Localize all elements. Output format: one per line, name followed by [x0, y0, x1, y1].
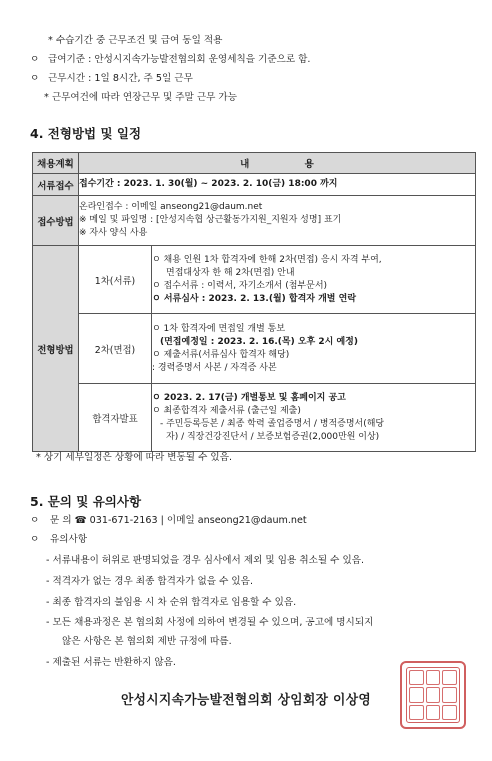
contact-mark: ㅇ [30, 515, 40, 526]
salary-basis: 급여기준 : 안성시지속가능발전협의회 운영세칙을 기준으로 함. [48, 54, 311, 65]
round2-line1: ㅇ 1차 합격자에 면접일 개별 통보 [152, 323, 286, 334]
notice-item-4b: 않은 사항은 본 협의회 제반 규정에 따름. [62, 636, 232, 647]
notice-title: 유의사항 [50, 534, 88, 545]
method-filename: ※ 메일 및 파일명 : [안성지속협 상근활동가지원_지원자 성명] 표기 [79, 215, 342, 225]
round1-line2: ㅇ 접수서류 : 이력서, 자기소개서 (첨부문서) [152, 280, 328, 291]
label-method: 접수방법 [33, 196, 79, 246]
round2-line4: : 경력증명서 사본 / 자격증 사본 [152, 362, 277, 373]
method-online: 온라인접수 : 이메일 anseong21@daum.net [79, 202, 263, 212]
round1-line1: ㅇ 채용 인원 1차 합격자에 한해 2차(면접) 응시 자격 부여, [152, 254, 382, 265]
notice-mark: ㅇ [30, 534, 40, 545]
section-5-title: 5. 문의 및 유의사항 [30, 494, 142, 509]
final-line1: ㅇ 2023. 2. 17(금) 개별통보 및 홈페이지 공고 [152, 392, 346, 403]
probation-note: * 수습기간 중 근무조건 및 급여 동일 적용 [48, 35, 223, 46]
label-selection: 전형방법 [33, 246, 79, 452]
table-header-row [33, 153, 476, 174]
table-row-round1 [33, 246, 476, 314]
final-line2: ㅇ 최종합격자 제출서류 (출근일 제출) [152, 405, 301, 416]
final-line3b: 자) / 직장건강진단서 / 보증보험증권(2,000만원 이상) [166, 431, 380, 442]
issuer-signature: 안성시지속가능발전협의회 상임회장 이상영 [120, 693, 372, 708]
hours-mark: ㅇ [30, 73, 40, 84]
label-final: 합격자발표 [79, 384, 152, 452]
method-form: ※ 자사 양식 사용 [79, 228, 148, 238]
section-4-title: 4. 전형방법 및 일정 [30, 126, 142, 141]
label-round1: 1차(서류) [79, 246, 152, 314]
round2-line3: ㅇ 제출서류(서류심사 합격자 해당) [152, 349, 290, 360]
final-line3: - 주민등록등본 / 최종 학력 졸업증명서 / 병적증명서(해당 [160, 418, 385, 429]
round2-line2: (면접예정일 : 2023. 2. 16.(목) 오후 2시 예정) [160, 336, 358, 347]
notice-item-2: - 적격자가 없는 경우 최종 합격자가 없을 수 있음. [46, 576, 253, 587]
table-row-method [33, 196, 476, 246]
header-content: 내 용 [79, 153, 476, 174]
notice-item-5: - 제출된 서류는 반환하지 않음. [46, 657, 176, 668]
label-round2: 2차(면접) [79, 314, 152, 384]
table-row-receipt [33, 174, 476, 196]
work-hours: 근무시간 : 1일 8시간, 주 5일 근무 [48, 73, 193, 84]
round1-line1b: 면접대상자 한 해 2차(면접) 안내 [166, 267, 295, 278]
table-row-round2 [33, 314, 476, 384]
notice-item-1: - 서류내용이 허위로 판명되었을 경우 심사에서 제외 및 임용 취소될 수 있음. [46, 555, 365, 566]
schedule-change-note: * 상기 세부일정은 상황에 따라 변동될 수 있음. [36, 452, 233, 463]
overtime-note: * 근무여건에 따라 연장근무 및 주말 근무 가능 [44, 92, 237, 103]
header-plan: 채용계획 [33, 153, 79, 174]
notice-item-3: - 최종 합격자의 불임용 시 차 순위 합격자로 임용할 수 있음. [46, 597, 297, 608]
receipt-period: 접수기간 : 2023. 1. 30(월) ~ 2023. 2. 10(금) 18:00 까지 [79, 179, 338, 189]
label-receipt: 서류접수 [33, 174, 79, 196]
notice-item-4: - 모든 채용과정은 본 협의회 사정에 의하여 변경될 수 있으며, 공고에 명시되지 [46, 617, 374, 628]
salary-mark: ㅇ [30, 54, 40, 65]
contact-info: 문 의 ☎ 031-671-2163 | 이메일 anseong21@daum.net [50, 515, 307, 526]
selection-schedule-table [32, 152, 476, 452]
table-row-final [33, 384, 476, 452]
round1-line3: ㅇ 서류심사 : 2023. 2. 13.(월) 합격자 개별 연락 [152, 293, 357, 304]
